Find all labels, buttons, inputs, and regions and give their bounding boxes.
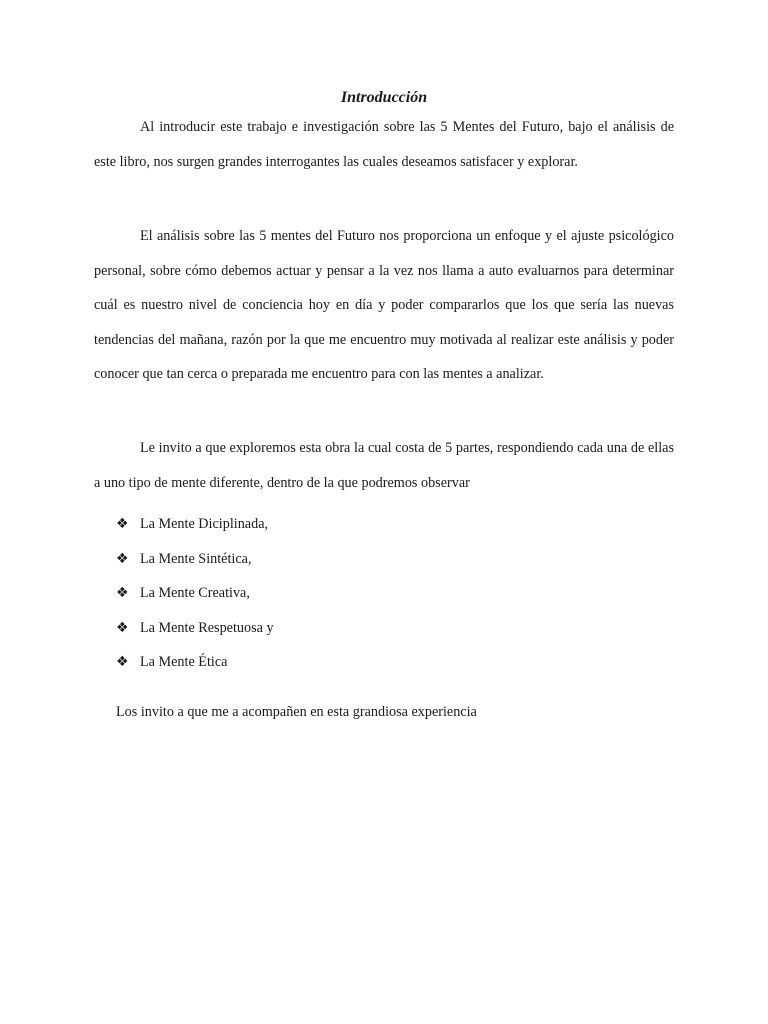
diamond-bullet-icon: ❖ — [116, 654, 129, 670]
list-item-text: La Mente Creativa, — [140, 585, 250, 601]
paragraph-2-text: El análisis sobre las 5 mentes del Futuro nos proporciona un enfoque y el ajuste psicológico personal, sobre cómo debemos actuar y pensar a la vez nos llama a auto evaluarnos para determinar cuál es nuestro nivel de conciencia hoy en día y poder compararlos que los que sería las nuevas tendencias del mañana, razón por la que me encuentro muy motivada al realizar este análisis y poder conocer que tan cerca o preparada me encuentro para con las mentes a analizar. — [94, 228, 674, 382]
diamond-bullet-icon: ❖ — [116, 550, 129, 567]
list-item — [116, 581, 274, 616]
list-item — [116, 547, 274, 582]
paragraph-2 — [94, 219, 674, 392]
closing-sentence: Los invito a que me a acompañen en esta grandiosa experiencia — [116, 704, 477, 720]
paragraph-1-text: Al introducir este trabajo e investigación sobre las 5 Mentes del Futuro, bajo el análisis de este libro, nos surgen grandes interrogantes las cuales deseamos satisfacer y explorar. — [94, 119, 674, 170]
list-item — [116, 650, 274, 685]
list-item — [116, 616, 274, 651]
list-item-text: La Mente Ética — [140, 654, 228, 670]
list-item — [116, 512, 274, 547]
list-item-text: La Mente Diciplinada, — [140, 516, 269, 532]
paragraph-3-text: Le invito a que exploremos esta obra la cual costa de 5 partes, respondiendo cada una de ellas a uno tipo de mente diferente, dentro de la que podremos observar — [94, 440, 674, 491]
paragraph-3 — [94, 431, 674, 500]
list-item-text: La Mente Respetuosa y — [140, 619, 274, 636]
diamond-bullet-icon: ❖ — [116, 585, 129, 601]
paragraph-1 — [94, 110, 674, 179]
diamond-bullet-icon: ❖ — [116, 516, 129, 532]
list-item-text: La Mente Sintética, — [140, 550, 252, 567]
page-title: Introducción — [340, 89, 428, 106]
bullet-list — [116, 512, 274, 685]
diamond-bullet-icon: ❖ — [116, 619, 129, 636]
